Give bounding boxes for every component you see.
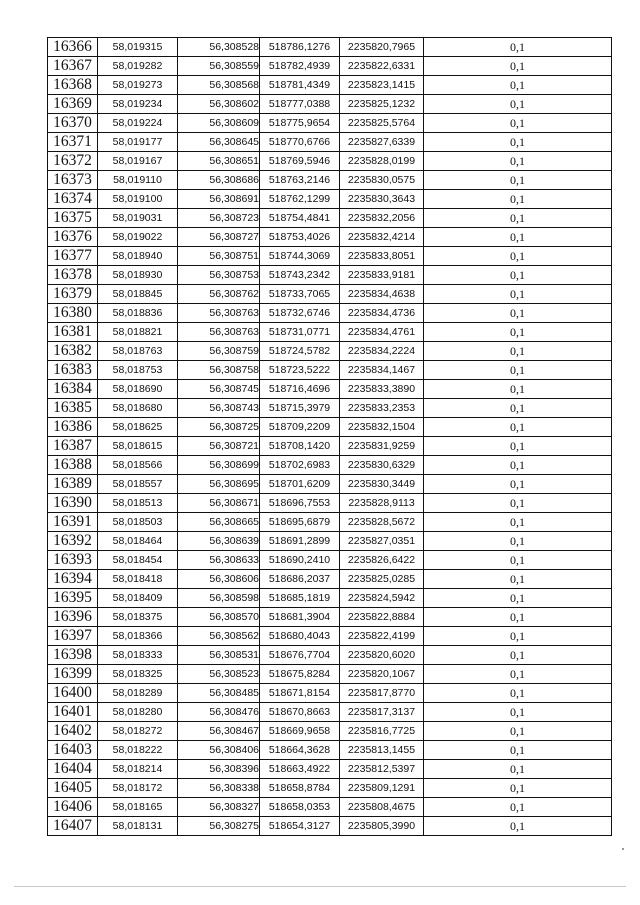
point-number-cell: 16378 (48, 266, 98, 285)
latitude-cell: 58,018690 (98, 380, 178, 399)
x-coordinate-cell: 518763,2146 (260, 171, 340, 190)
y-coordinate-cell: 2235822,4199 (340, 627, 424, 646)
latitude-cell: 58,018418 (98, 570, 178, 589)
point-number-cell: 16403 (48, 741, 98, 760)
table-row (48, 779, 612, 798)
accuracy-cell: 0,1 (424, 418, 612, 437)
y-coordinate-cell: 2235830,6329 (340, 456, 424, 475)
latitude-cell: 58,018625 (98, 418, 178, 437)
y-coordinate-cell: 2235834,4736 (340, 304, 424, 323)
latitude-cell: 58,018272 (98, 722, 178, 741)
longitude-cell: 56,308725 (178, 418, 260, 437)
latitude-cell: 58,018615 (98, 437, 178, 456)
point-number-cell: 16368 (48, 76, 98, 95)
point-number-cell: 16391 (48, 513, 98, 532)
point-number-cell: 16395 (48, 589, 98, 608)
x-coordinate-cell: 518701,6209 (260, 475, 340, 494)
x-coordinate-cell: 518754,4841 (260, 209, 340, 228)
y-coordinate-cell: 2235808,4675 (340, 798, 424, 817)
latitude-cell: 58,018131 (98, 817, 178, 836)
longitude-cell: 56,308686 (178, 171, 260, 190)
latitude-cell: 58,019031 (98, 209, 178, 228)
latitude-cell: 58,018222 (98, 741, 178, 760)
accuracy-cell: 0,1 (424, 361, 612, 380)
table-row (48, 247, 612, 266)
table-row (48, 551, 612, 570)
y-coordinate-cell: 2235828,5672 (340, 513, 424, 532)
accuracy-cell: 0,1 (424, 228, 612, 247)
longitude-cell: 56,308699 (178, 456, 260, 475)
y-coordinate-cell: 2235825,5764 (340, 114, 424, 133)
y-coordinate-cell: 2235828,9113 (340, 494, 424, 513)
point-number-cell: 16375 (48, 209, 98, 228)
x-coordinate-cell: 518685,1819 (260, 589, 340, 608)
x-coordinate-cell: 518670,8663 (260, 703, 340, 722)
longitude-cell: 56,308528 (178, 38, 260, 57)
latitude-cell: 58,019110 (98, 171, 178, 190)
longitude-cell: 56,308651 (178, 152, 260, 171)
longitude-cell: 56,308606 (178, 570, 260, 589)
accuracy-cell: 0,1 (424, 323, 612, 342)
latitude-cell: 58,018680 (98, 399, 178, 418)
y-coordinate-cell: 2235831,9259 (340, 437, 424, 456)
point-number-cell: 16400 (48, 684, 98, 703)
longitude-cell: 56,308745 (178, 380, 260, 399)
latitude-cell: 58,018845 (98, 285, 178, 304)
x-coordinate-cell: 518743,2342 (260, 266, 340, 285)
latitude-cell: 58,018333 (98, 646, 178, 665)
y-coordinate-cell: 2235834,2224 (340, 342, 424, 361)
y-coordinate-cell: 2235828,0199 (340, 152, 424, 171)
longitude-cell: 56,308476 (178, 703, 260, 722)
table-row (48, 209, 612, 228)
point-number-cell: 16379 (48, 285, 98, 304)
x-coordinate-cell: 518690,2410 (260, 551, 340, 570)
point-number-cell: 16373 (48, 171, 98, 190)
accuracy-cell: 0,1 (424, 741, 612, 760)
accuracy-cell: 0,1 (424, 133, 612, 152)
point-number-cell: 16376 (48, 228, 98, 247)
point-number-cell: 16393 (48, 551, 98, 570)
point-number-cell: 16370 (48, 114, 98, 133)
x-coordinate-cell: 518781,4349 (260, 76, 340, 95)
accuracy-cell: 0,1 (424, 513, 612, 532)
latitude-cell: 58,019177 (98, 133, 178, 152)
point-number-cell: 16404 (48, 760, 98, 779)
latitude-cell: 58,018280 (98, 703, 178, 722)
x-coordinate-cell: 518663,4922 (260, 760, 340, 779)
point-number-cell: 16372 (48, 152, 98, 171)
latitude-cell: 58,018513 (98, 494, 178, 513)
accuracy-cell: 0,1 (424, 703, 612, 722)
table-row (48, 513, 612, 532)
latitude-cell: 58,019315 (98, 38, 178, 57)
table-row (48, 608, 612, 627)
longitude-cell: 56,308763 (178, 304, 260, 323)
longitude-cell: 56,308743 (178, 399, 260, 418)
accuracy-cell: 0,1 (424, 304, 612, 323)
table-row (48, 76, 612, 95)
x-coordinate-cell: 518680,4043 (260, 627, 340, 646)
point-number-cell: 16401 (48, 703, 98, 722)
accuracy-cell: 0,1 (424, 589, 612, 608)
x-coordinate-cell: 518777,0388 (260, 95, 340, 114)
x-coordinate-cell: 518716,4696 (260, 380, 340, 399)
y-coordinate-cell: 2235833,9181 (340, 266, 424, 285)
accuracy-cell: 0,1 (424, 57, 612, 76)
y-coordinate-cell: 2235824,5942 (340, 589, 424, 608)
longitude-cell: 56,308759 (178, 342, 260, 361)
accuracy-cell: 0,1 (424, 76, 612, 95)
accuracy-cell: 0,1 (424, 475, 612, 494)
table-row (48, 133, 612, 152)
point-number-cell: 16367 (48, 57, 98, 76)
latitude-cell: 58,019282 (98, 57, 178, 76)
longitude-cell: 56,308275 (178, 817, 260, 836)
accuracy-cell: 0,1 (424, 247, 612, 266)
accuracy-cell: 0,1 (424, 684, 612, 703)
x-coordinate-cell: 518732,6746 (260, 304, 340, 323)
y-coordinate-cell: 2235820,1067 (340, 665, 424, 684)
latitude-cell: 58,018763 (98, 342, 178, 361)
table-row (48, 589, 612, 608)
accuracy-cell: 0,1 (424, 190, 612, 209)
x-coordinate-cell: 518724,5782 (260, 342, 340, 361)
latitude-cell: 58,018557 (98, 475, 178, 494)
page-bottom-rule (14, 886, 626, 887)
point-number-cell: 16382 (48, 342, 98, 361)
x-coordinate-cell: 518770,6766 (260, 133, 340, 152)
accuracy-cell: 0,1 (424, 437, 612, 456)
table-row (48, 190, 612, 209)
table-row (48, 342, 612, 361)
latitude-cell: 58,018464 (98, 532, 178, 551)
y-coordinate-cell: 2235826,6422 (340, 551, 424, 570)
table-row (48, 570, 612, 589)
x-coordinate-cell: 518681,3904 (260, 608, 340, 627)
latitude-cell: 58,018375 (98, 608, 178, 627)
point-number-cell: 16387 (48, 437, 98, 456)
point-number-cell: 16402 (48, 722, 98, 741)
latitude-cell: 58,018454 (98, 551, 178, 570)
longitude-cell: 56,308758 (178, 361, 260, 380)
table-row (48, 57, 612, 76)
latitude-cell: 58,018836 (98, 304, 178, 323)
table-row (48, 798, 612, 817)
longitude-cell: 56,308671 (178, 494, 260, 513)
y-coordinate-cell: 2235812,5397 (340, 760, 424, 779)
table-row (48, 760, 612, 779)
table-row (48, 741, 612, 760)
table-row (48, 323, 612, 342)
point-number-cell: 16366 (48, 38, 98, 57)
table-row (48, 494, 612, 513)
y-coordinate-cell: 2235805,3990 (340, 817, 424, 836)
point-number-cell: 16384 (48, 380, 98, 399)
y-coordinate-cell: 2235832,1504 (340, 418, 424, 437)
y-coordinate-cell: 2235822,6331 (340, 57, 424, 76)
latitude-cell: 58,019022 (98, 228, 178, 247)
x-coordinate-cell: 518658,8784 (260, 779, 340, 798)
y-coordinate-cell: 2235833,3890 (340, 380, 424, 399)
x-coordinate-cell: 518744,3069 (260, 247, 340, 266)
accuracy-cell: 0,1 (424, 608, 612, 627)
point-number-cell: 16377 (48, 247, 98, 266)
longitude-cell: 56,308485 (178, 684, 260, 703)
latitude-cell: 58,018753 (98, 361, 178, 380)
table-row (48, 285, 612, 304)
y-coordinate-cell: 2235825,0285 (340, 570, 424, 589)
accuracy-cell: 0,1 (424, 38, 612, 57)
longitude-cell: 56,308570 (178, 608, 260, 627)
coordinates-table (47, 37, 612, 836)
longitude-cell: 56,308609 (178, 114, 260, 133)
longitude-cell: 56,308602 (178, 95, 260, 114)
latitude-cell: 58,018172 (98, 779, 178, 798)
coordinates-table-body (48, 38, 612, 836)
latitude-cell: 58,019273 (98, 76, 178, 95)
table-row (48, 627, 612, 646)
x-coordinate-cell: 518715,3979 (260, 399, 340, 418)
table-row (48, 703, 612, 722)
point-number-cell: 16389 (48, 475, 98, 494)
x-coordinate-cell: 518676,7704 (260, 646, 340, 665)
longitude-cell: 56,308633 (178, 551, 260, 570)
point-number-cell: 16407 (48, 817, 98, 836)
table-row (48, 456, 612, 475)
x-coordinate-cell: 518671,8154 (260, 684, 340, 703)
point-number-cell: 16396 (48, 608, 98, 627)
accuracy-cell: 0,1 (424, 95, 612, 114)
longitude-cell: 56,308695 (178, 475, 260, 494)
latitude-cell: 58,018409 (98, 589, 178, 608)
point-number-cell: 16390 (48, 494, 98, 513)
y-coordinate-cell: 2235832,2056 (340, 209, 424, 228)
accuracy-cell: 0,1 (424, 152, 612, 171)
point-number-cell: 16388 (48, 456, 98, 475)
x-coordinate-cell: 518696,7553 (260, 494, 340, 513)
longitude-cell: 56,308338 (178, 779, 260, 798)
point-number-cell: 16381 (48, 323, 98, 342)
y-coordinate-cell: 2235830,3449 (340, 475, 424, 494)
y-coordinate-cell: 2235813,1455 (340, 741, 424, 760)
longitude-cell: 56,308691 (178, 190, 260, 209)
longitude-cell: 56,308639 (178, 532, 260, 551)
y-coordinate-cell: 2235832,4214 (340, 228, 424, 247)
y-coordinate-cell: 2235823,1415 (340, 76, 424, 95)
point-number-cell: 16385 (48, 399, 98, 418)
x-coordinate-cell: 518675,8284 (260, 665, 340, 684)
longitude-cell: 56,308467 (178, 722, 260, 741)
longitude-cell: 56,308645 (178, 133, 260, 152)
table-row (48, 304, 612, 323)
table-row (48, 437, 612, 456)
accuracy-cell: 0,1 (424, 817, 612, 836)
latitude-cell: 58,019234 (98, 95, 178, 114)
table-row (48, 418, 612, 437)
y-coordinate-cell: 2235827,0351 (340, 532, 424, 551)
accuracy-cell: 0,1 (424, 532, 612, 551)
x-coordinate-cell: 518762,1299 (260, 190, 340, 209)
point-number-cell: 16371 (48, 133, 98, 152)
longitude-cell: 56,308723 (178, 209, 260, 228)
point-number-cell: 16399 (48, 665, 98, 684)
latitude-cell: 58,018214 (98, 760, 178, 779)
accuracy-cell: 0,1 (424, 779, 612, 798)
y-coordinate-cell: 2235827,6339 (340, 133, 424, 152)
x-coordinate-cell: 518702,6983 (260, 456, 340, 475)
point-number-cell: 16369 (48, 95, 98, 114)
y-coordinate-cell: 2235834,4638 (340, 285, 424, 304)
accuracy-cell: 0,1 (424, 722, 612, 741)
table-row (48, 95, 612, 114)
latitude-cell: 58,018821 (98, 323, 178, 342)
latitude-cell: 58,018165 (98, 798, 178, 817)
longitude-cell: 56,308721 (178, 437, 260, 456)
x-coordinate-cell: 518782,4939 (260, 57, 340, 76)
y-coordinate-cell: 2235817,8770 (340, 684, 424, 703)
longitude-cell: 56,308762 (178, 285, 260, 304)
longitude-cell: 56,308568 (178, 76, 260, 95)
x-coordinate-cell: 518786,1276 (260, 38, 340, 57)
point-number-cell: 16405 (48, 779, 98, 798)
longitude-cell: 56,308753 (178, 266, 260, 285)
table-row (48, 152, 612, 171)
table-row (48, 722, 612, 741)
accuracy-cell: 0,1 (424, 171, 612, 190)
accuracy-cell: 0,1 (424, 342, 612, 361)
latitude-cell: 58,018503 (98, 513, 178, 532)
point-number-cell: 16380 (48, 304, 98, 323)
y-coordinate-cell: 2235830,3643 (340, 190, 424, 209)
table-row (48, 171, 612, 190)
latitude-cell: 58,018566 (98, 456, 178, 475)
y-coordinate-cell: 2235834,4761 (340, 323, 424, 342)
x-coordinate-cell: 518731,0771 (260, 323, 340, 342)
y-coordinate-cell: 2235817,3137 (340, 703, 424, 722)
point-number-cell: 16406 (48, 798, 98, 817)
longitude-cell: 56,308665 (178, 513, 260, 532)
accuracy-cell: 0,1 (424, 266, 612, 285)
longitude-cell: 56,308531 (178, 646, 260, 665)
scan-speck (622, 848, 624, 850)
point-number-cell: 16394 (48, 570, 98, 589)
accuracy-cell: 0,1 (424, 114, 612, 133)
latitude-cell: 58,018940 (98, 247, 178, 266)
longitude-cell: 56,308406 (178, 741, 260, 760)
latitude-cell: 58,018930 (98, 266, 178, 285)
point-number-cell: 16398 (48, 646, 98, 665)
table-row (48, 228, 612, 247)
latitude-cell: 58,018289 (98, 684, 178, 703)
table-row (48, 266, 612, 285)
point-number-cell: 16386 (48, 418, 98, 437)
table-row (48, 665, 612, 684)
table-row (48, 817, 612, 836)
accuracy-cell: 0,1 (424, 209, 612, 228)
y-coordinate-cell: 2235830,0575 (340, 171, 424, 190)
accuracy-cell: 0,1 (424, 494, 612, 513)
x-coordinate-cell: 518669,9658 (260, 722, 340, 741)
longitude-cell: 56,308751 (178, 247, 260, 266)
latitude-cell: 58,019167 (98, 152, 178, 171)
longitude-cell: 56,308763 (178, 323, 260, 342)
x-coordinate-cell: 518709,2209 (260, 418, 340, 437)
accuracy-cell: 0,1 (424, 551, 612, 570)
accuracy-cell: 0,1 (424, 798, 612, 817)
y-coordinate-cell: 2235820,7965 (340, 38, 424, 57)
y-coordinate-cell: 2235809,1291 (340, 779, 424, 798)
table-row (48, 475, 612, 494)
y-coordinate-cell: 2235833,2353 (340, 399, 424, 418)
point-number-cell: 16383 (48, 361, 98, 380)
accuracy-cell: 0,1 (424, 665, 612, 684)
x-coordinate-cell: 518769,5946 (260, 152, 340, 171)
latitude-cell: 58,019224 (98, 114, 178, 133)
longitude-cell: 56,308523 (178, 665, 260, 684)
table-row (48, 380, 612, 399)
y-coordinate-cell: 2235816,7725 (340, 722, 424, 741)
y-coordinate-cell: 2235822,8884 (340, 608, 424, 627)
x-coordinate-cell: 518775,9654 (260, 114, 340, 133)
latitude-cell: 58,018366 (98, 627, 178, 646)
x-coordinate-cell: 518664,3628 (260, 741, 340, 760)
table-row (48, 684, 612, 703)
table-row (48, 114, 612, 133)
longitude-cell: 56,308562 (178, 627, 260, 646)
point-number-cell: 16374 (48, 190, 98, 209)
x-coordinate-cell: 518708,1420 (260, 437, 340, 456)
longitude-cell: 56,308327 (178, 798, 260, 817)
accuracy-cell: 0,1 (424, 570, 612, 589)
accuracy-cell: 0,1 (424, 399, 612, 418)
x-coordinate-cell: 518686,2037 (260, 570, 340, 589)
accuracy-cell: 0,1 (424, 456, 612, 475)
table-row (48, 361, 612, 380)
table-row (48, 38, 612, 57)
y-coordinate-cell: 2235820,6020 (340, 646, 424, 665)
table-row (48, 646, 612, 665)
x-coordinate-cell: 518733,7065 (260, 285, 340, 304)
x-coordinate-cell: 518695,6879 (260, 513, 340, 532)
table-row (48, 399, 612, 418)
latitude-cell: 58,019100 (98, 190, 178, 209)
point-number-cell: 16397 (48, 627, 98, 646)
accuracy-cell: 0,1 (424, 627, 612, 646)
x-coordinate-cell: 518654,3127 (260, 817, 340, 836)
x-coordinate-cell: 518723,5222 (260, 361, 340, 380)
x-coordinate-cell: 518691,2899 (260, 532, 340, 551)
longitude-cell: 56,308559 (178, 57, 260, 76)
y-coordinate-cell: 2235825,1232 (340, 95, 424, 114)
y-coordinate-cell: 2235833,8051 (340, 247, 424, 266)
accuracy-cell: 0,1 (424, 760, 612, 779)
table-row (48, 532, 612, 551)
longitude-cell: 56,308598 (178, 589, 260, 608)
accuracy-cell: 0,1 (424, 285, 612, 304)
latitude-cell: 58,018325 (98, 665, 178, 684)
point-number-cell: 16392 (48, 532, 98, 551)
x-coordinate-cell: 518753,4026 (260, 228, 340, 247)
y-coordinate-cell: 2235834,1467 (340, 361, 424, 380)
accuracy-cell: 0,1 (424, 646, 612, 665)
longitude-cell: 56,308396 (178, 760, 260, 779)
accuracy-cell: 0,1 (424, 380, 612, 399)
longitude-cell: 56,308727 (178, 228, 260, 247)
x-coordinate-cell: 518658,0353 (260, 798, 340, 817)
